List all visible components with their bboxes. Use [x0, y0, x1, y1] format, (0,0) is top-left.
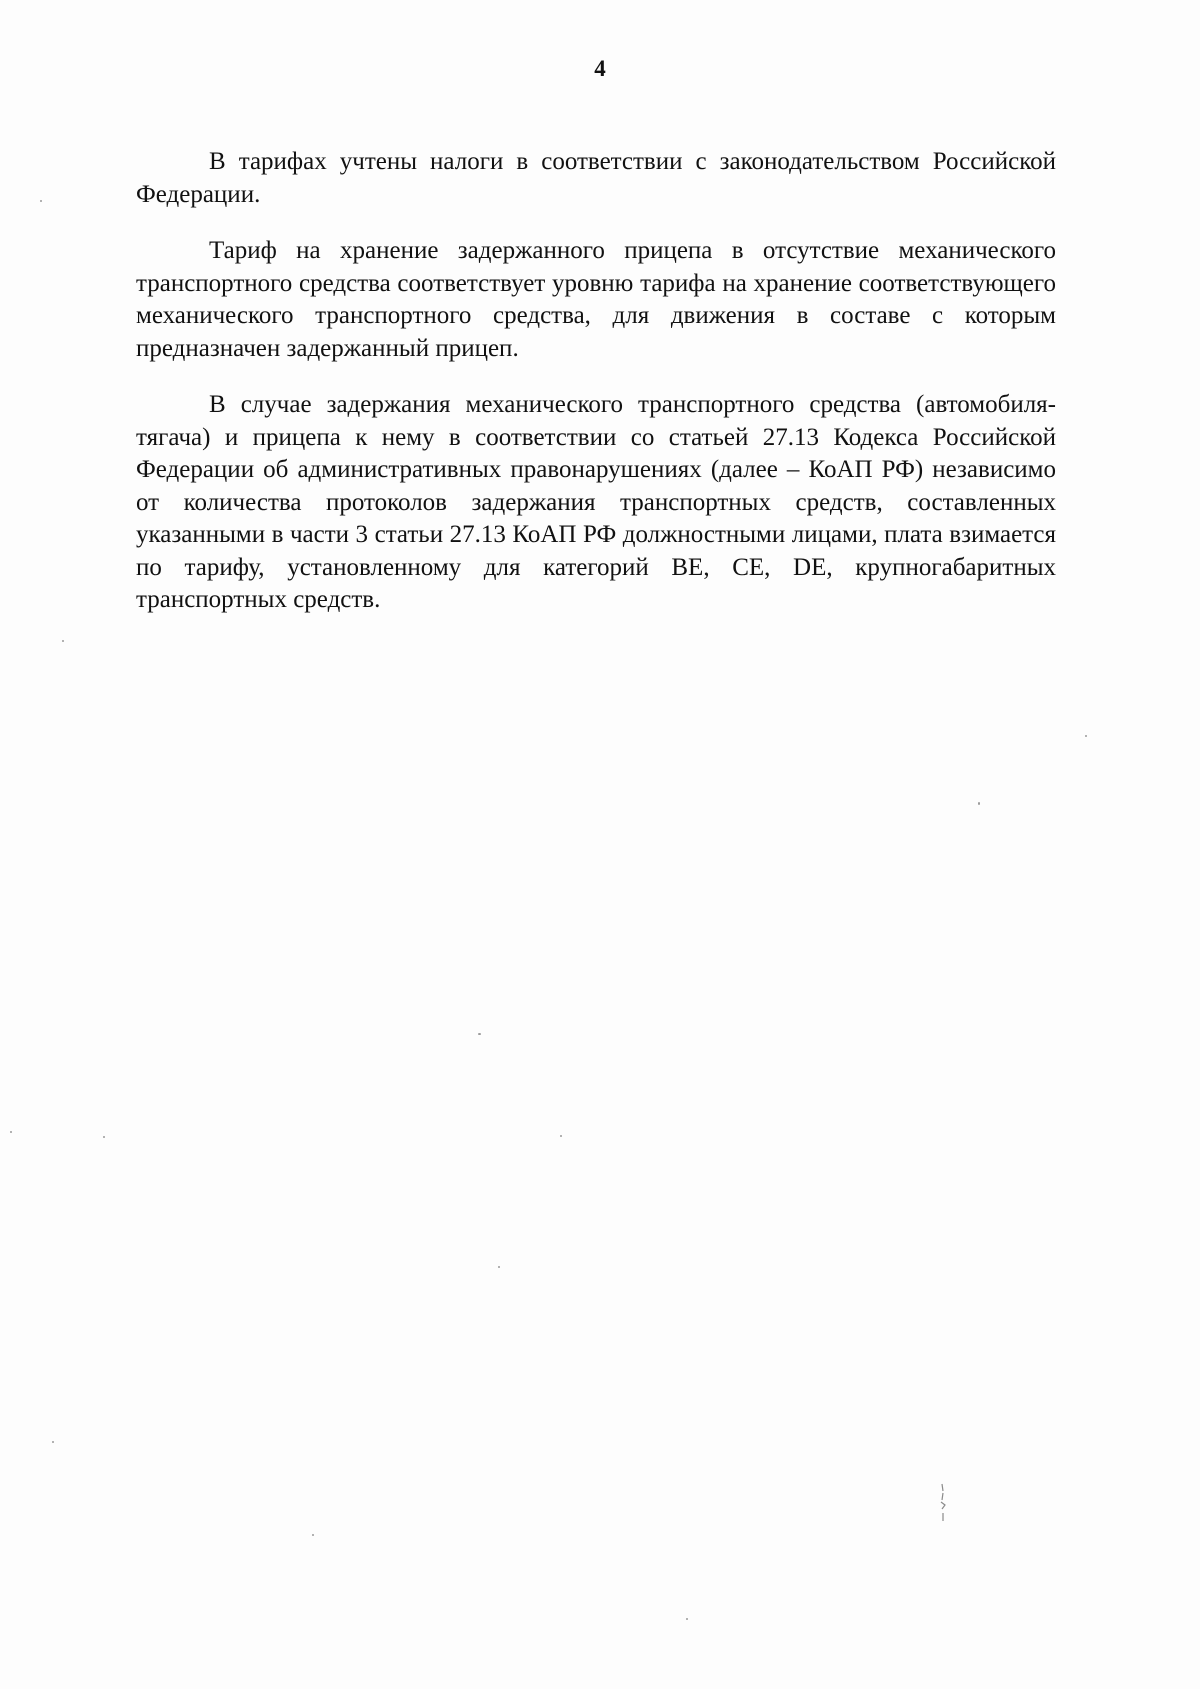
scan-speck — [686, 1618, 688, 1620]
scan-speck — [978, 802, 980, 805]
scan-speck — [52, 1441, 54, 1443]
scan-speck — [10, 1131, 12, 1133]
paragraph-trailer-storage-tariff: Тариф на хранение задержанного прицепа в отсутствие механического транспортного средства соответствует уровню тарифа на хранение соответствующего механического транспортного средства, для движения в составе с которым предназначен задержанный прицеп. — [136, 237, 1056, 362]
scan-speck — [1085, 735, 1087, 737]
scan-speck — [62, 640, 64, 642]
scan-speck — [312, 1534, 314, 1536]
page-number: 4 — [594, 56, 606, 81]
paragraph-detention-tariff: В случае задержания механического транспортного средства (автомобиля-тягача) и прицепа к нему в соответствии со статьей 27.13 Кодекса Российской Федерации об административных правонарушениях (далее – КоАП РФ) независимо от количества протоколов задержания транспортных средств, составленных указанными в части 3 статьи 27.13 КоАП РФ должностными лицами, плата взимается по тарифу, установленному для категорий BE, CE, DE, крупногабаритных транспортных средств. — [136, 391, 1056, 613]
scan-speck — [560, 1135, 562, 1137]
scan-speck — [103, 1136, 105, 1138]
document-body — [136, 146, 1056, 641]
scan-mark — [936, 1483, 950, 1523]
scan-speck — [498, 1266, 500, 1268]
scan-speck — [40, 200, 42, 202]
paragraph-taxes: В тарифах учтены налоги в соответствии с законодательством Российской Федерации. — [136, 148, 1056, 208]
scan-speck — [478, 1033, 481, 1035]
